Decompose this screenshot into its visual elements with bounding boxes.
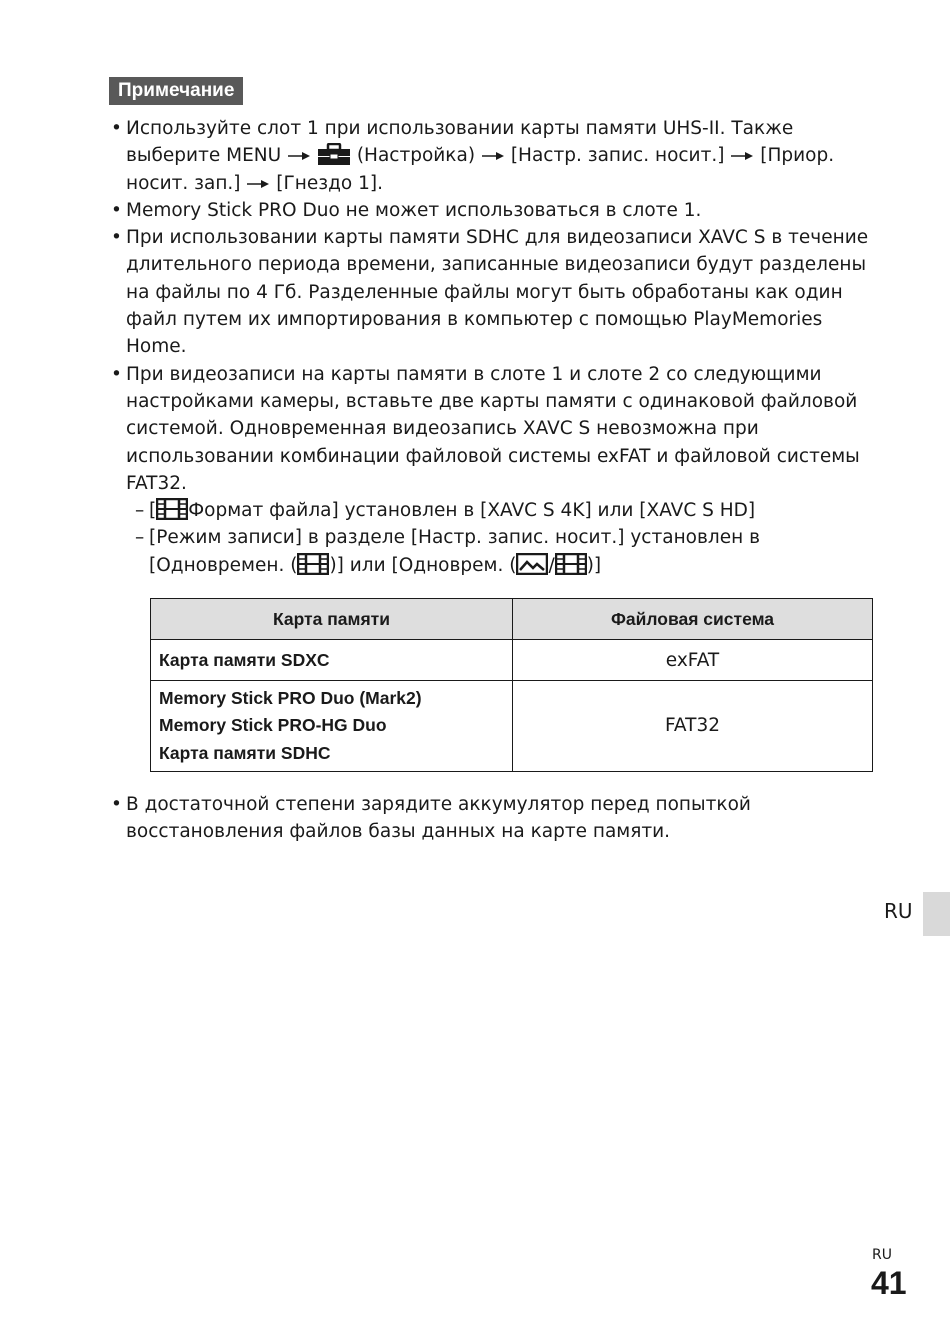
fs-cell: exFAT <box>513 640 873 681</box>
bullet-dot: • <box>111 118 122 139</box>
bullet-dot: • <box>111 794 122 815</box>
bullet-item-sdhc <box>111 224 881 360</box>
bullet-item-dual-slot <box>111 361 881 497</box>
footer-language: RU <box>872 1247 892 1263</box>
bullet-text: (Настройка) <box>356 145 476 167</box>
bullet-text: В достаточной степени зарядите аккумулятор перед попыткой восстановления файлов базы данных на карте памяти. <box>126 794 751 843</box>
card-name: Memory Stick PRO-HG Duo <box>159 715 387 736</box>
bullet-text: При видеозаписи на карты памяти в слоте 1 и слоте 2 со следующими настройками камеры, вставьте две карты памяти с одинаковой файловой системой. Одновременная видеозапись XAVC S невозможна при использовании комбинации файловой системы exFAT и файловой системы FAT32. <box>126 363 860 494</box>
file-system-table <box>150 598 873 772</box>
bullet-item-battery <box>111 791 881 846</box>
note-label: Примечание <box>109 77 243 105</box>
final-bullet-list <box>111 791 881 846</box>
card-name: Карта памяти SDXC <box>159 649 330 670</box>
card-cell <box>151 681 513 772</box>
sub-item-file-format <box>111 497 881 524</box>
card-cell <box>151 640 513 681</box>
dash-marker: – <box>135 527 145 549</box>
dash-marker: – <box>135 500 145 522</box>
bullet-text: При использовании карты памяти SDHC для видеозаписи XAVC S в течение длительного периода времени, записанные видеозаписи будут разделены на файлы по 4 Гб. Разделенные файлы могут быть обработаны как один файл путем их импортирования в компьютер с помощью PlayMemories Home. <box>126 227 869 358</box>
sub-item-text: [ <box>149 500 157 522</box>
bullet-item-memory-stick <box>111 197 881 224</box>
bullet-text: Memory Stick PRO Duo не может использоваться в слоте 1. <box>126 199 702 221</box>
bullet-dot: • <box>111 227 122 249</box>
bullet-dot: • <box>111 363 122 385</box>
language-tab-label: RU <box>884 899 913 923</box>
toolbox-icon <box>317 143 351 165</box>
sub-item-text: )] <box>586 554 602 576</box>
note-bullet-list <box>111 115 881 579</box>
sub-item-text: / <box>548 554 555 576</box>
table-row <box>151 640 873 681</box>
movie-icon <box>156 498 188 520</box>
movie-icon <box>297 553 329 575</box>
table-row <box>151 681 873 772</box>
arrow-icon <box>288 151 310 161</box>
bullet-item-slot <box>111 115 881 197</box>
movie-icon <box>555 553 587 575</box>
arrow-icon <box>731 151 753 161</box>
bullet-text: [Гнездо 1]. <box>276 172 383 194</box>
card-name: Memory Stick PRO Duo (Mark2) <box>159 687 422 708</box>
fs-cell: FAT32 <box>513 681 873 772</box>
arrow-icon <box>247 179 269 189</box>
column-header-fs: Файловая система <box>513 599 873 640</box>
sub-item-text: Формат файла] установлен в [XAVC S 4K] или [XAVC S HD] <box>188 500 756 522</box>
sub-item-text: )] или [Одноврем. ( <box>329 554 517 576</box>
table-header-row <box>151 599 873 640</box>
bullet-dot: • <box>111 199 122 221</box>
card-name: Карта памяти SDHC <box>159 742 331 763</box>
bullet-text: [Приор. носит. зап.] <box>126 145 835 194</box>
page-number: 41 <box>871 1265 907 1301</box>
sub-item-record-mode <box>111 524 881 579</box>
column-header-card: Карта памяти <box>151 599 513 640</box>
arrow-icon <box>482 151 504 161</box>
language-tab <box>923 892 950 936</box>
bullet-text: [Настр. запис. носит.] <box>510 145 725 167</box>
sub-item-text: [Режим записи] в разделе [Настр. запис. носит.] установлен в [Одновремен. ( <box>149 527 760 576</box>
bullet-text: Используйте слот 1 при использовании карты памяти UHS-II. Также выберите MENU <box>126 118 794 167</box>
still-image-icon <box>516 553 548 575</box>
